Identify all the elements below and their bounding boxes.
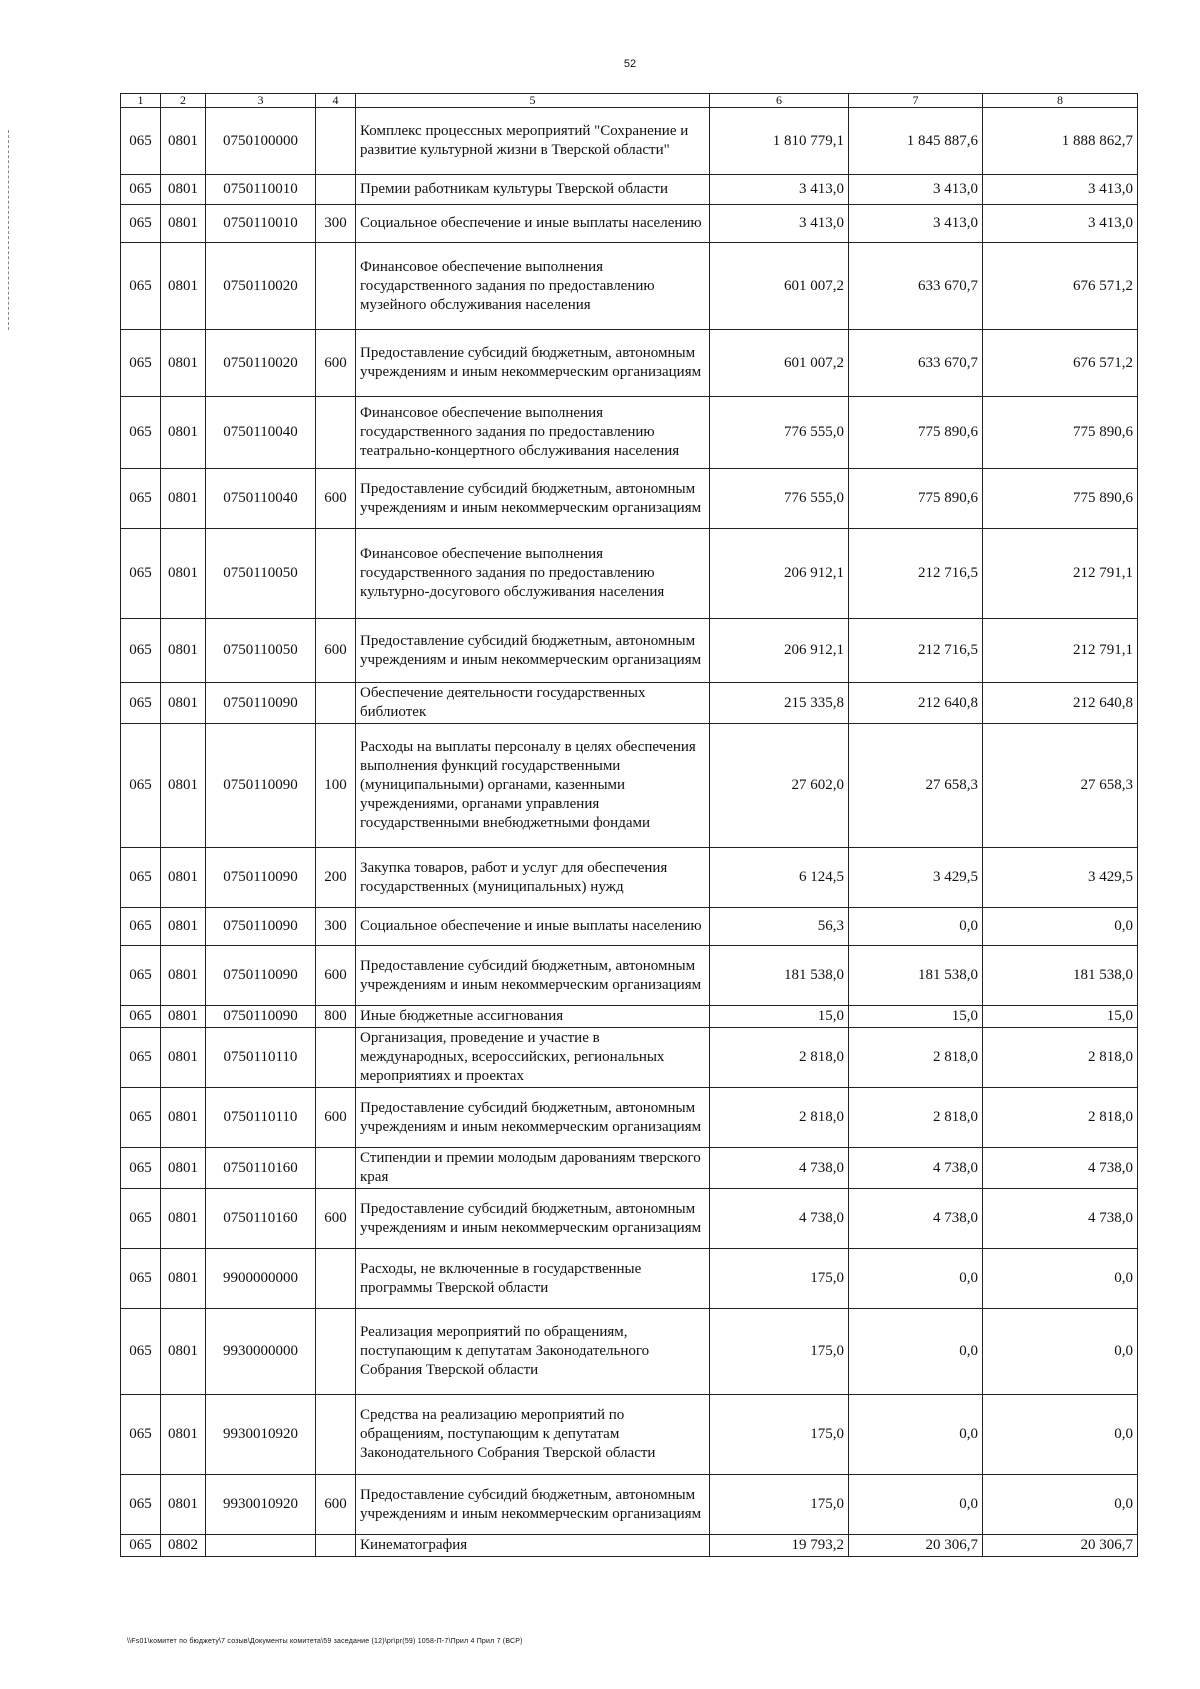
- amount-col-6-cell: 19 793,2: [710, 1535, 849, 1557]
- section-code-cell: 0801: [161, 1006, 206, 1028]
- expense-type-code-cell: [316, 1395, 356, 1475]
- expense-type-code-cell: 200: [316, 848, 356, 908]
- description-cell: Реализация мероприятий по обращениям, поступающим к депутатам Законодательного Собрания Тверской области: [356, 1309, 710, 1395]
- section-code-cell: 0801: [161, 469, 206, 529]
- table-row: [121, 1006, 1138, 1028]
- amount-col-8-cell: 3 429,5: [983, 848, 1138, 908]
- col-header: 1: [121, 94, 161, 108]
- target-article-code-cell: 0750110010: [206, 205, 316, 243]
- section-code-cell: 0801: [161, 330, 206, 397]
- section-code-cell: 0801: [161, 1148, 206, 1189]
- amount-col-6-cell: 2 818,0: [710, 1088, 849, 1148]
- amount-col-7-cell: 27 658,3: [849, 724, 983, 848]
- section-code-cell: 0801: [161, 908, 206, 946]
- section-code-cell: 0801: [161, 946, 206, 1006]
- amount-col-6-cell: 4 738,0: [710, 1189, 849, 1249]
- section-code-cell: 0801: [161, 724, 206, 848]
- description-cell: Закупка товаров, работ и услуг для обеспечения государственных (муниципальных) нужд: [356, 848, 710, 908]
- section-code-cell: 0802: [161, 1535, 206, 1557]
- section-code-cell: 0801: [161, 529, 206, 619]
- expense-type-code-cell: [316, 108, 356, 175]
- target-article-code-cell: 9930010920: [206, 1475, 316, 1535]
- expense-type-code-cell: [316, 397, 356, 469]
- amount-col-8-cell: 212 791,1: [983, 619, 1138, 683]
- description-cell: Предоставление субсидий бюджетным, автономным учреждениям и иным некоммерческим организациям: [356, 1189, 710, 1249]
- expense-type-code-cell: [316, 1249, 356, 1309]
- table-row: [121, 1309, 1138, 1395]
- expense-type-code-cell: [316, 1309, 356, 1395]
- description-cell: Финансовое обеспечение выполнения государственного задания по предоставлению музейного обслуживания населения: [356, 243, 710, 330]
- section-code-cell: 0801: [161, 619, 206, 683]
- table-row: [121, 724, 1138, 848]
- amount-col-8-cell: 4 738,0: [983, 1148, 1138, 1189]
- description-cell: Предоставление субсидий бюджетным, автономным учреждениям и иным некоммерческим организациям: [356, 619, 710, 683]
- amount-col-6-cell: 3 413,0: [710, 205, 849, 243]
- amount-col-8-cell: 15,0: [983, 1006, 1138, 1028]
- col-header: 6: [710, 94, 849, 108]
- amount-col-7-cell: 2 818,0: [849, 1088, 983, 1148]
- table-row: [121, 330, 1138, 397]
- amount-col-7-cell: 212 716,5: [849, 619, 983, 683]
- amount-col-6-cell: 175,0: [710, 1249, 849, 1309]
- amount-col-7-cell: 3 413,0: [849, 175, 983, 205]
- amount-col-7-cell: 212 716,5: [849, 529, 983, 619]
- section-code-cell: 0801: [161, 243, 206, 330]
- amount-col-6-cell: 1 810 779,1: [710, 108, 849, 175]
- table-row: [121, 205, 1138, 243]
- amount-col-8-cell: 676 571,2: [983, 243, 1138, 330]
- description-cell: Финансовое обеспечение выполнения государственного задания по предоставлению культурно-досугового обслуживания населения: [356, 529, 710, 619]
- amount-col-8-cell: 0,0: [983, 1475, 1138, 1535]
- amount-col-8-cell: 0,0: [983, 1249, 1138, 1309]
- target-article-code-cell: 0750110040: [206, 397, 316, 469]
- chapter-code-cell: 065: [121, 619, 161, 683]
- amount-col-6-cell: 56,3: [710, 908, 849, 946]
- amount-col-6-cell: 601 007,2: [710, 330, 849, 397]
- chapter-code-cell: 065: [121, 1475, 161, 1535]
- target-article-code-cell: 0750100000: [206, 108, 316, 175]
- amount-col-7-cell: 4 738,0: [849, 1189, 983, 1249]
- target-article-code-cell: 0750110020: [206, 243, 316, 330]
- amount-col-8-cell: 0,0: [983, 1395, 1138, 1475]
- section-code-cell: 0801: [161, 1395, 206, 1475]
- description-cell: Социальное обеспечение и иные выплаты населению: [356, 908, 710, 946]
- amount-col-8-cell: 0,0: [983, 1309, 1138, 1395]
- amount-col-7-cell: 0,0: [849, 1395, 983, 1475]
- expense-type-code-cell: 800: [316, 1006, 356, 1028]
- chapter-code-cell: 065: [121, 175, 161, 205]
- table-row: [121, 946, 1138, 1006]
- target-article-code-cell: 0750110040: [206, 469, 316, 529]
- target-article-code-cell: 0750110160: [206, 1189, 316, 1249]
- page-number: 52: [623, 58, 637, 70]
- description-cell: Комплекс процессных мероприятий "Сохранение и развитие культурной жизни в Тверской области": [356, 108, 710, 175]
- amount-col-8-cell: 4 738,0: [983, 1189, 1138, 1249]
- chapter-code-cell: 065: [121, 469, 161, 529]
- table-row: [121, 1189, 1138, 1249]
- chapter-code-cell: 065: [121, 1028, 161, 1088]
- expense-type-code-cell: 600: [316, 1189, 356, 1249]
- chapter-code-cell: 065: [121, 1395, 161, 1475]
- expense-type-code-cell: 600: [316, 946, 356, 1006]
- amount-col-7-cell: 3 429,5: [849, 848, 983, 908]
- target-article-code-cell: 9930010920: [206, 1395, 316, 1475]
- chapter-code-cell: 065: [121, 330, 161, 397]
- amount-col-8-cell: 2 818,0: [983, 1088, 1138, 1148]
- table-row: [121, 908, 1138, 946]
- table-row: [121, 108, 1138, 175]
- target-article-code-cell: 0750110110: [206, 1088, 316, 1148]
- expense-type-code-cell: [316, 683, 356, 724]
- amount-col-7-cell: 0,0: [849, 908, 983, 946]
- amount-col-6-cell: 175,0: [710, 1395, 849, 1475]
- table-row: [121, 683, 1138, 724]
- target-article-code-cell: 9930000000: [206, 1309, 316, 1395]
- amount-col-7-cell: 20 306,7: [849, 1535, 983, 1557]
- table-row: [121, 1395, 1138, 1475]
- expense-type-code-cell: [316, 529, 356, 619]
- target-article-code-cell: 0750110090: [206, 724, 316, 848]
- target-article-code-cell: 0750110090: [206, 908, 316, 946]
- amount-col-6-cell: 27 602,0: [710, 724, 849, 848]
- file-path-footer: \\Fs01\комитет по бюджету\7 созыв\Документы комитета\59 заседание (12)\pr\pr(59) 1058-П-7\Прил 4 Прил 7 (ВСР): [127, 1638, 523, 1645]
- expense-type-code-cell: [316, 1535, 356, 1557]
- amount-col-7-cell: 0,0: [849, 1475, 983, 1535]
- chapter-code-cell: 065: [121, 205, 161, 243]
- target-article-code-cell: 0750110090: [206, 946, 316, 1006]
- col-header: 2: [161, 94, 206, 108]
- col-header: 7: [849, 94, 983, 108]
- section-code-cell: 0801: [161, 397, 206, 469]
- table-row: [121, 1148, 1138, 1189]
- description-cell: Обеспечение деятельности государственных библиотек: [356, 683, 710, 724]
- amount-col-8-cell: 20 306,7: [983, 1535, 1138, 1557]
- amount-col-6-cell: 215 335,8: [710, 683, 849, 724]
- col-header: 8: [983, 94, 1138, 108]
- chapter-code-cell: 065: [121, 848, 161, 908]
- section-code-cell: 0801: [161, 1189, 206, 1249]
- target-article-code-cell: 9900000000: [206, 1249, 316, 1309]
- amount-col-6-cell: 2 818,0: [710, 1028, 849, 1088]
- table-row: [121, 529, 1138, 619]
- description-cell: Предоставление субсидий бюджетным, автономным учреждениям и иным некоммерческим организациям: [356, 330, 710, 397]
- table-row: [121, 397, 1138, 469]
- chapter-code-cell: 065: [121, 1148, 161, 1189]
- scan-margin-marks: [8, 130, 11, 330]
- expense-type-code-cell: 600: [316, 469, 356, 529]
- amount-col-7-cell: 15,0: [849, 1006, 983, 1028]
- section-code-cell: 0801: [161, 175, 206, 205]
- chapter-code-cell: 065: [121, 1249, 161, 1309]
- description-cell: Предоставление субсидий бюджетным, автономным учреждениям и иным некоммерческим организациям: [356, 1475, 710, 1535]
- amount-col-8-cell: 676 571,2: [983, 330, 1138, 397]
- chapter-code-cell: 065: [121, 397, 161, 469]
- budget-table: [120, 93, 1138, 1557]
- description-cell: Расходы на выплаты персоналу в целях обеспечения выполнения функций государственными (муниципальными) органами, казенными учреждениями, органами управления государственными внебюджетными фондами: [356, 724, 710, 848]
- target-article-code-cell: 0750110090: [206, 848, 316, 908]
- amount-col-6-cell: 15,0: [710, 1006, 849, 1028]
- amount-col-8-cell: 775 890,6: [983, 397, 1138, 469]
- section-code-cell: 0801: [161, 108, 206, 175]
- section-code-cell: 0801: [161, 1475, 206, 1535]
- expense-type-code-cell: [316, 243, 356, 330]
- amount-col-8-cell: 212 791,1: [983, 529, 1138, 619]
- amount-col-6-cell: 776 555,0: [710, 469, 849, 529]
- description-cell: Кинематография: [356, 1535, 710, 1557]
- table-row: [121, 1088, 1138, 1148]
- amount-col-7-cell: 775 890,6: [849, 397, 983, 469]
- chapter-code-cell: 065: [121, 1309, 161, 1395]
- amount-col-8-cell: 2 818,0: [983, 1028, 1138, 1088]
- table-row: [121, 848, 1138, 908]
- amount-col-6-cell: 3 413,0: [710, 175, 849, 205]
- description-cell: Средства на реализацию мероприятий по обращениям, поступающим к депутатам Законодательного Собрания Тверской области: [356, 1395, 710, 1475]
- col-header: 5: [356, 94, 710, 108]
- amount-col-8-cell: 0,0: [983, 908, 1138, 946]
- target-article-code-cell: 0750110090: [206, 683, 316, 724]
- expense-type-code-cell: 600: [316, 330, 356, 397]
- amount-col-6-cell: 206 912,1: [710, 619, 849, 683]
- chapter-code-cell: 065: [121, 724, 161, 848]
- description-cell: Финансовое обеспечение выполнения государственного задания по предоставлению театрально-концертного обслуживания населения: [356, 397, 710, 469]
- expense-type-code-cell: [316, 1148, 356, 1189]
- chapter-code-cell: 065: [121, 529, 161, 619]
- amount-col-6-cell: 601 007,2: [710, 243, 849, 330]
- target-article-code-cell: 0750110020: [206, 330, 316, 397]
- section-code-cell: 0801: [161, 1088, 206, 1148]
- amount-col-8-cell: 775 890,6: [983, 469, 1138, 529]
- section-code-cell: 0801: [161, 1309, 206, 1395]
- table-row: [121, 1535, 1138, 1557]
- description-cell: Предоставление субсидий бюджетным, автономным учреждениям и иным некоммерческим организациям: [356, 946, 710, 1006]
- expense-type-code-cell: 600: [316, 1475, 356, 1535]
- table-row: [121, 175, 1138, 205]
- chapter-code-cell: 065: [121, 1189, 161, 1249]
- table-row: [121, 1249, 1138, 1309]
- amount-col-6-cell: 175,0: [710, 1475, 849, 1535]
- target-article-code-cell: 0750110160: [206, 1148, 316, 1189]
- amount-col-6-cell: 776 555,0: [710, 397, 849, 469]
- amount-col-7-cell: 633 670,7: [849, 243, 983, 330]
- section-code-cell: 0801: [161, 205, 206, 243]
- description-cell: Организация, проведение и участие в международных, всероссийских, региональных мероприятиях и проектах: [356, 1028, 710, 1088]
- amount-col-7-cell: 775 890,6: [849, 469, 983, 529]
- chapter-code-cell: 065: [121, 1535, 161, 1557]
- amount-col-7-cell: 0,0: [849, 1309, 983, 1395]
- description-cell: Предоставление субсидий бюджетным, автономным учреждениям и иным некоммерческим организациям: [356, 469, 710, 529]
- amount-col-6-cell: 4 738,0: [710, 1148, 849, 1189]
- header-row: [121, 94, 1138, 108]
- expense-type-code-cell: 100: [316, 724, 356, 848]
- amount-col-7-cell: 212 640,8: [849, 683, 983, 724]
- amount-col-8-cell: 3 413,0: [983, 175, 1138, 205]
- amount-col-7-cell: 181 538,0: [849, 946, 983, 1006]
- col-header: 4: [316, 94, 356, 108]
- description-cell: Стипендии и премии молодым дарованиям тверского края: [356, 1148, 710, 1189]
- section-code-cell: 0801: [161, 1028, 206, 1088]
- amount-col-7-cell: 1 845 887,6: [849, 108, 983, 175]
- chapter-code-cell: 065: [121, 1006, 161, 1028]
- target-article-code-cell: 0750110050: [206, 619, 316, 683]
- table-row: [121, 243, 1138, 330]
- amount-col-8-cell: 27 658,3: [983, 724, 1138, 848]
- description-cell: Расходы, не включенные в государственные программы Тверской области: [356, 1249, 710, 1309]
- amount-col-7-cell: 3 413,0: [849, 205, 983, 243]
- amount-col-6-cell: 175,0: [710, 1309, 849, 1395]
- amount-col-7-cell: 4 738,0: [849, 1148, 983, 1189]
- expense-type-code-cell: 300: [316, 205, 356, 243]
- amount-col-8-cell: 181 538,0: [983, 946, 1138, 1006]
- target-article-code-cell: 0750110110: [206, 1028, 316, 1088]
- target-article-code-cell: 0750110010: [206, 175, 316, 205]
- col-header: 3: [206, 94, 316, 108]
- expense-type-code-cell: 600: [316, 1088, 356, 1148]
- section-code-cell: 0801: [161, 683, 206, 724]
- description-cell: Предоставление субсидий бюджетным, автономным учреждениям и иным некоммерческим организациям: [356, 1088, 710, 1148]
- expense-type-code-cell: [316, 175, 356, 205]
- description-cell: Иные бюджетные ассигнования: [356, 1006, 710, 1028]
- target-article-code-cell: 0750110090: [206, 1006, 316, 1028]
- amount-col-6-cell: 181 538,0: [710, 946, 849, 1006]
- chapter-code-cell: 065: [121, 108, 161, 175]
- chapter-code-cell: 065: [121, 243, 161, 330]
- table-row: [121, 619, 1138, 683]
- expense-type-code-cell: 300: [316, 908, 356, 946]
- table-row: [121, 469, 1138, 529]
- amount-col-8-cell: 3 413,0: [983, 205, 1138, 243]
- chapter-code-cell: 065: [121, 908, 161, 946]
- amount-col-6-cell: 6 124,5: [710, 848, 849, 908]
- table-row: [121, 1475, 1138, 1535]
- section-code-cell: 0801: [161, 848, 206, 908]
- amount-col-6-cell: 206 912,1: [710, 529, 849, 619]
- expense-type-code-cell: 600: [316, 619, 356, 683]
- chapter-code-cell: 065: [121, 683, 161, 724]
- chapter-code-cell: 065: [121, 946, 161, 1006]
- target-article-code-cell: 0750110050: [206, 529, 316, 619]
- section-code-cell: 0801: [161, 1249, 206, 1309]
- description-cell: Социальное обеспечение и иные выплаты населению: [356, 205, 710, 243]
- target-article-code-cell: [206, 1535, 316, 1557]
- amount-col-7-cell: 0,0: [849, 1249, 983, 1309]
- amount-col-7-cell: 2 818,0: [849, 1028, 983, 1088]
- expense-type-code-cell: [316, 1028, 356, 1088]
- description-cell: Премии работникам культуры Тверской области: [356, 175, 710, 205]
- chapter-code-cell: 065: [121, 1088, 161, 1148]
- amount-col-8-cell: 1 888 862,7: [983, 108, 1138, 175]
- table-row: [121, 1028, 1138, 1088]
- amount-col-7-cell: 633 670,7: [849, 330, 983, 397]
- amount-col-8-cell: 212 640,8: [983, 683, 1138, 724]
